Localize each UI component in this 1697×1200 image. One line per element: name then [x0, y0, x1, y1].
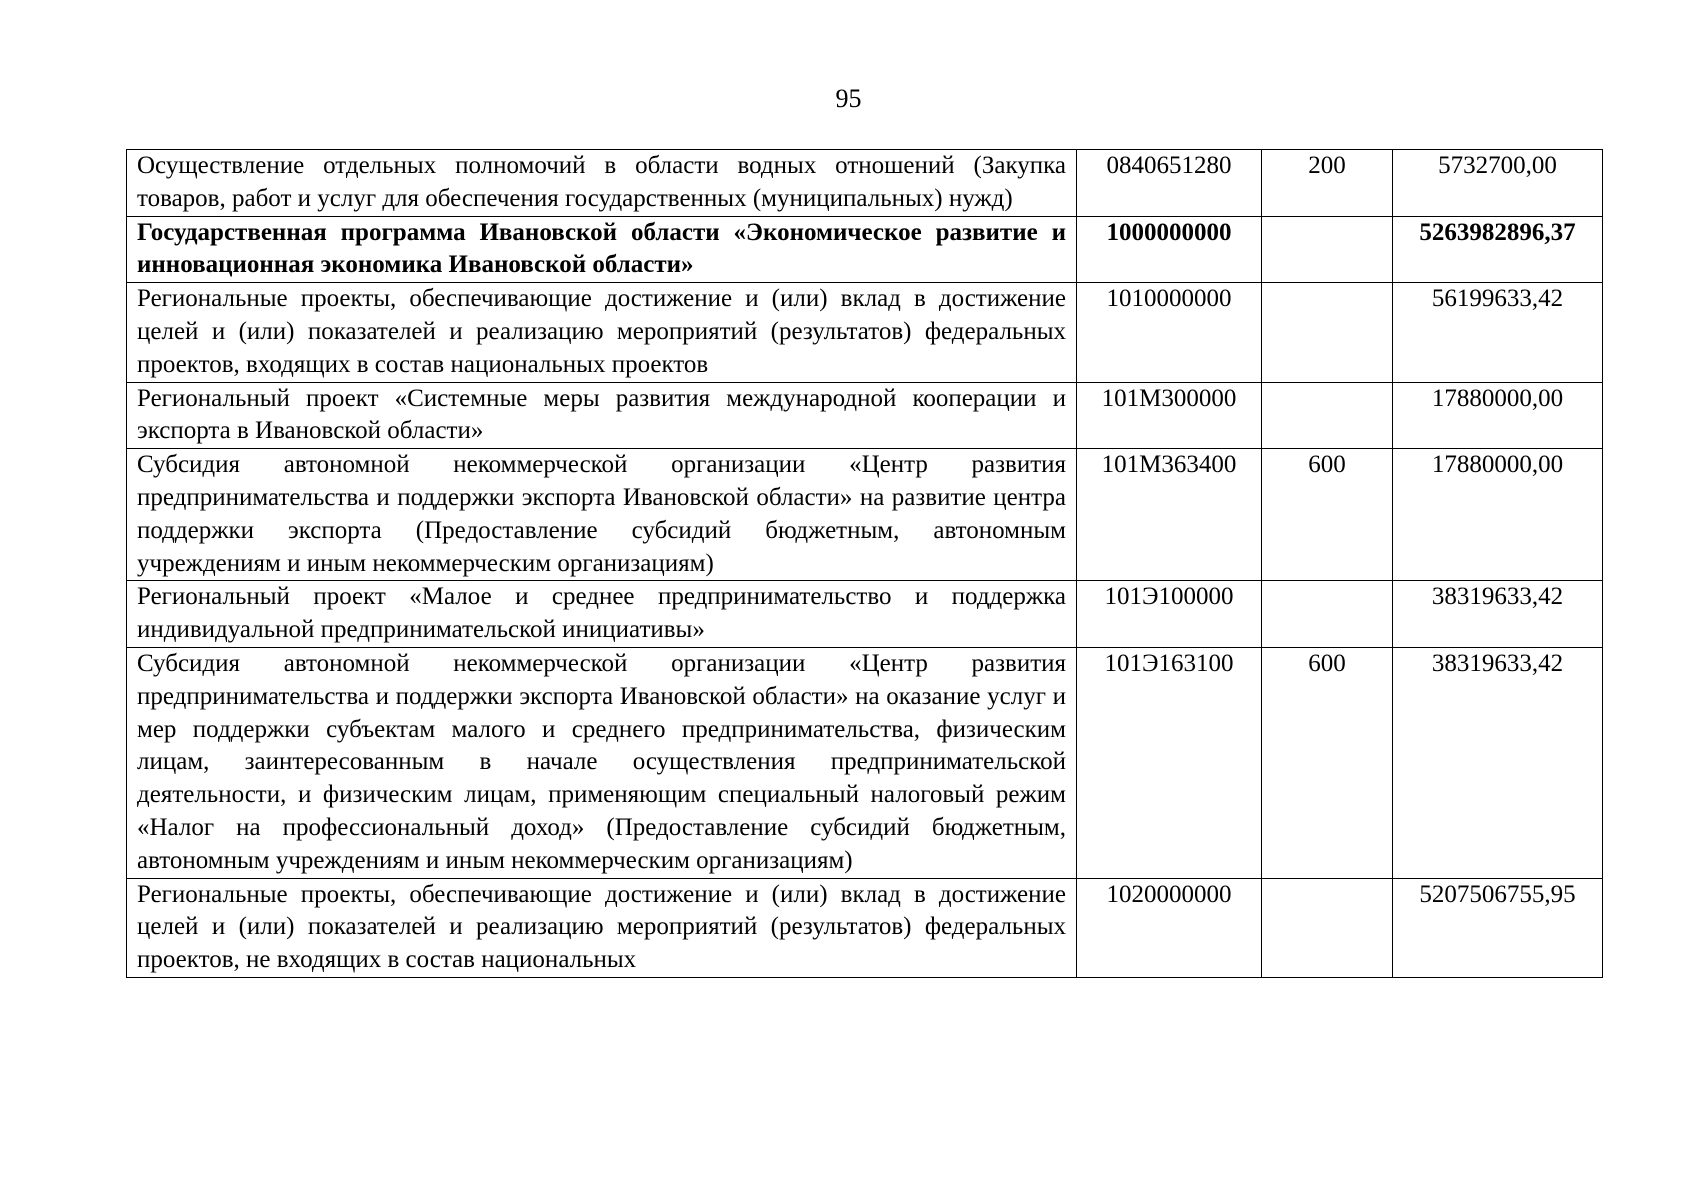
budget-table	[126, 149, 1603, 978]
row-target-code: 1010000000	[1077, 283, 1262, 382]
row-expense-type	[1262, 283, 1393, 382]
row-amount: 17880000,00	[1393, 449, 1603, 581]
row-target-code: 1000000000	[1077, 216, 1262, 283]
page-number: 95	[835, 84, 862, 113]
table-row	[127, 581, 1603, 648]
row-target-code: 1020000000	[1077, 878, 1262, 977]
row-target-code: 101М363400	[1077, 449, 1262, 581]
row-amount: 56199633,42	[1393, 283, 1603, 382]
row-target-code: 101Э163100	[1077, 647, 1262, 878]
row-expense-type	[1262, 878, 1393, 977]
table-row	[127, 382, 1603, 449]
table-row	[127, 878, 1603, 977]
row-name: Региональный проект «Малое и среднее предпринимательство и поддержка индивидуальной предпринимательской инициативы»	[127, 581, 1077, 648]
row-amount: 17880000,00	[1393, 382, 1603, 449]
row-amount: 5732700,00	[1393, 150, 1603, 217]
row-name: Субсидия автономной некоммерческой организации «Центр развития предпринимательства и поддержки экспорта Ивановской области» на развитие центра поддержки экспорта (Предоставление субсидий бюджетным, автономным учреждениям и иным некоммерческим организациям)	[127, 449, 1077, 581]
row-name: Осуществление отдельных полномочий в области водных отношений (Закупка товаров, работ и услуг для обеспечения государственных (муниципальных) нужд)	[127, 150, 1077, 217]
row-expense-type	[1262, 216, 1393, 283]
row-expense-type: 600	[1262, 647, 1393, 878]
row-name: Государственная программа Ивановской области «Экономическое развитие и инновационная экономика Ивановской области»	[127, 216, 1077, 283]
row-expense-type	[1262, 382, 1393, 449]
row-expense-type	[1262, 581, 1393, 648]
row-name: Региональный проект «Системные меры развития международной кооперации и экспорта в Ивановской области»	[127, 382, 1077, 449]
table-row	[127, 216, 1603, 283]
row-target-code: 101Э100000	[1077, 581, 1262, 648]
table-row	[127, 283, 1603, 382]
row-name: Субсидия автономной некоммерческой организации «Центр развития предпринимательства и поддержки экспорта Ивановской области» на оказание услуг и мер поддержки субъектам малого и среднего предпринимательства, физическим лицам, заинтересованным в начале осуществления предпринимательской деятельности, и физическим лицам, применяющим специальный налоговый режим «Налог на профессиональный доход» (Предоставление субсидий бюджетным, автономным учреждениям и иным некоммерческим организациям)	[127, 647, 1077, 878]
row-target-code: 0840651280	[1077, 150, 1262, 217]
row-amount: 38319633,42	[1393, 581, 1603, 648]
table-row	[127, 449, 1603, 581]
row-name: Региональные проекты, обеспечивающие достижение и (или) вклад в достижение целей и (или) показателей и реализацию мероприятий (результатов) федеральных проектов, не входящих в состав национальных	[127, 878, 1077, 977]
row-expense-type: 600	[1262, 449, 1393, 581]
row-target-code: 101М300000	[1077, 382, 1262, 449]
row-expense-type: 200	[1262, 150, 1393, 217]
row-amount: 38319633,42	[1393, 647, 1603, 878]
row-amount: 5207506755,95	[1393, 878, 1603, 977]
table-row	[127, 150, 1603, 217]
row-name: Региональные проекты, обеспечивающие достижение и (или) вклад в достижение целей и (или) показателей и реализацию мероприятий (результатов) федеральных проектов, входящих в состав национальных проектов	[127, 283, 1077, 382]
row-amount: 5263982896,37	[1393, 216, 1603, 283]
table-row	[127, 647, 1603, 878]
